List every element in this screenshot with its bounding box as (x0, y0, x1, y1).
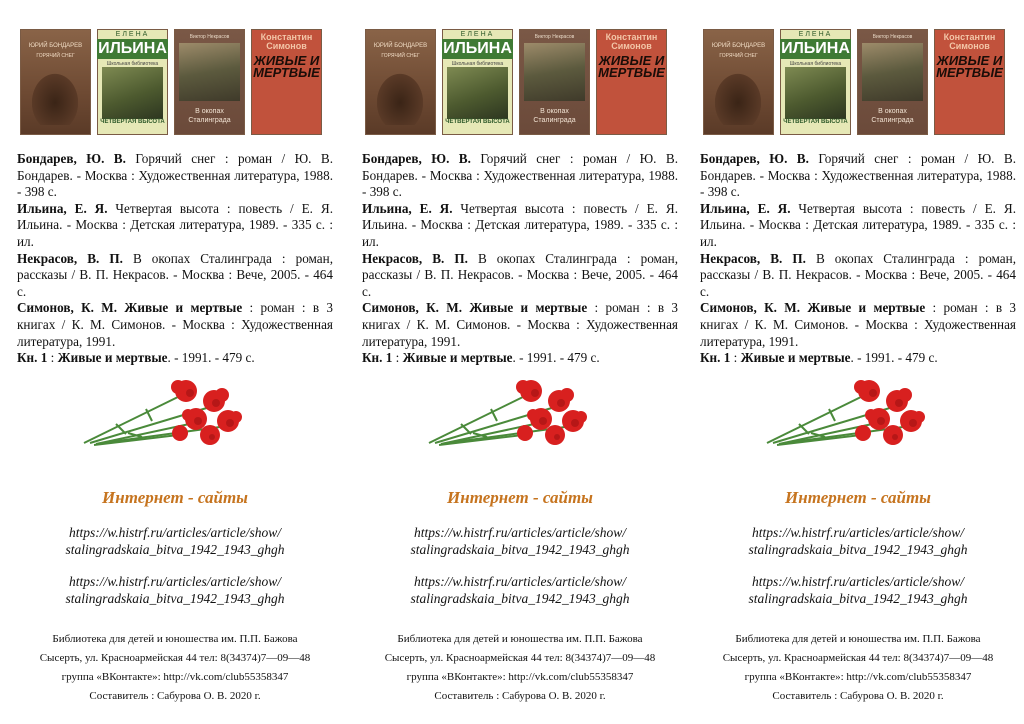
library-name: Библиотека для детей и юношества им. П.П. Бажова (397, 632, 643, 645)
bibliography-entry: Кн. 1 : Живые и мертвые. - 1991. - 479 с. (700, 350, 938, 366)
carnations-image (700, 377, 1016, 457)
book-cover-nekrasov: Виктор Некрасов В окопах Сталинграда (519, 29, 590, 135)
library-name: Библиотека для детей и юношества им. П.П. Бажова (52, 632, 298, 645)
bibliography-entry: Некрасов, В. П. В окопах Сталинграда : роман, рассказы / В. П. Некрасов. - Москва : Вече, 2005. - 464 с. (362, 250, 679, 299)
book-cover-ilina: ЕЛЕНА ИЛЬИНА Школьная библиотека ЧЕТВЕРТАЯ ВЫСОТА (442, 29, 513, 135)
website-link[interactable]: https://w.histrf.ru/articles/article/show/ stalingradskaia_bitva_1942_1943_ghgh (748, 573, 968, 606)
library-contacts (700, 630, 1016, 706)
bibliography-entry: Бондарев, Ю. В. Горячий снег : роман / Ю. В. Бондарев. - Москва : Художественная литература, 1988. - 398 с. (362, 151, 678, 200)
sites-heading: Интернет - сайты (785, 487, 931, 507)
bibliography-entry: Симонов, К. М. Живые и мертвые : роман : в 3 книгах / К. М. Симонов. - Москва : Художественная литература, 1991. (17, 300, 333, 349)
website-link[interactable]: https://w.histrf.ru/articles/article/show/ stalingradskaia_bitva_1942_1943_ghgh (748, 524, 968, 557)
bibliography-entry: Некрасов, В. П. В окопах Сталинграда : роман, рассказы / В. П. Некрасов. - Москва : Вече, 2005. - 464 с. (700, 250, 1017, 299)
website-link[interactable]: https://w.histrf.ru/articles/article/show/ stalingradskaia_bitva_1942_1943_ghgh (410, 573, 630, 606)
book-cover-simonov: Константин Симонов ЖИВЫЕ И МЕРТВЫЕ (251, 29, 322, 135)
vk-group: группа «ВКонтакте»: http://vk.com/club55358347 (744, 670, 972, 683)
library-address: Сысерть, ул. Красноармейская 44 тел: 8(34374)7—09—48 (722, 651, 994, 664)
bibliography-entry: Бондарев, Ю. В. Горячий снег : роман / Ю. В. Бондарев. - Москва : Художественная литература, 1988. - 398 с. (700, 151, 1016, 200)
book-covers (365, 29, 678, 135)
bibliography-entry: Симонов, К. М. Живые и мертвые : роман : в 3 книгах / К. М. Симонов. - Москва : Художественная литература, 1991. (700, 300, 1016, 349)
brochure-panel-2 (362, 29, 678, 706)
book-covers (20, 29, 333, 135)
compiler: Составитель : Сабурова О. В. 2020 г. (772, 689, 944, 702)
bibliography-entry: Ильина, Е. Я. Четвертая высота : повесть / Е. Я. Ильина. - Москва : Детская литература, 1989. - 335 с. : ил. (700, 200, 1016, 249)
vk-group: группа «ВКонтакте»: http://vk.com/club55358347 (61, 670, 289, 683)
library-contacts (17, 630, 333, 706)
sites-heading: Интернет - сайты (447, 487, 593, 507)
library-address: Сысерть, ул. Красноармейская 44 тел: 8(34374)7—09—48 (39, 651, 311, 664)
library-name: Библиотека для детей и юношества им. П.П. Бажова (735, 632, 981, 645)
bibliography-entry: Симонов, К. М. Живые и мертвые : роман : в 3 книгах / К. М. Симонов. - Москва : Художественная литература, 1991. (362, 300, 678, 349)
library-contacts (362, 630, 678, 706)
bibliography-entry: Ильина, Е. Я. Четвертая высота : повесть / Е. Я. Ильина. - Москва : Детская литература, 1989. - 335 с. : ил. (17, 200, 333, 249)
book-cover-bondarev: ЮРИЙ БОНДАРЕВ ГОРЯЧИЙ СНЕГ (20, 29, 91, 135)
compiler: Составитель : Сабурова О. В. 2020 г. (434, 689, 606, 702)
book-cover-simonov: Константин Симонов ЖИВЫЕ И МЕРТВЫЕ (934, 29, 1005, 135)
bibliography-entry: Кн. 1 : Живые и мертвые. - 1991. - 479 с. (17, 350, 255, 366)
bibliography-entry: Ильина, Е. Я. Четвертая высота : повесть / Е. Я. Ильина. - Москва : Детская литература, 1989. - 335 с. : ил. (362, 200, 678, 249)
vk-group: группа «ВКонтакте»: http://vk.com/club55358347 (406, 670, 634, 683)
book-cover-bondarev: ЮРИЙ БОНДАРЕВ ГОРЯЧИЙ СНЕГ (365, 29, 436, 135)
bibliography-entry: Бондарев, Ю. В. Горячий снег : роман / Ю. В. Бондарев. - Москва : Художественная литература, 1988. - 398 с. (17, 151, 333, 200)
brochure-panel-1 (17, 29, 333, 706)
carnations-image (17, 377, 333, 457)
book-cover-nekrasov: Виктор Некрасов В окопах Сталинграда (857, 29, 928, 135)
library-address: Сысерть, ул. Красноармейская 44 тел: 8(34374)7—09—48 (384, 651, 656, 664)
website-link[interactable]: https://w.histrf.ru/articles/article/show/ stalingradskaia_bitva_1942_1943_ghgh (410, 524, 630, 557)
website-link[interactable]: https://w.histrf.ru/articles/article/show/ stalingradskaia_bitva_1942_1943_ghgh (65, 573, 285, 606)
book-cover-nekrasov: Виктор Некрасов В окопах Сталинграда (174, 29, 245, 135)
bibliography-list (700, 151, 1016, 367)
bibliography-entry: Некрасов, В. П. В окопах Сталинграда : роман, рассказы / В. П. Некрасов. - Москва : Вече, 2005. - 464 с. (17, 250, 334, 299)
bibliography-entry: Кн. 1 : Живые и мертвые. - 1991. - 479 с. (362, 350, 600, 366)
brochure-panel-3 (700, 29, 1016, 706)
book-covers (703, 29, 1016, 135)
sites-heading: Интернет - сайты (102, 487, 248, 507)
bibliography-list (362, 151, 678, 367)
book-cover-ilina: ЕЛЕНА ИЛЬИНА Школьная библиотека ЧЕТВЕРТАЯ ВЫСОТА (97, 29, 168, 135)
book-cover-simonov: Константин Симонов ЖИВЫЕ И МЕРТВЫЕ (596, 29, 667, 135)
book-cover-ilina: ЕЛЕНА ИЛЬИНА Школьная библиотека ЧЕТВЕРТАЯ ВЫСОТА (780, 29, 851, 135)
book-cover-bondarev: ЮРИЙ БОНДАРЕВ ГОРЯЧИЙ СНЕГ (703, 29, 774, 135)
compiler: Составитель : Сабурова О. В. 2020 г. (89, 689, 261, 702)
carnations-image (362, 377, 678, 457)
bibliography-list (17, 151, 333, 367)
website-link[interactable]: https://w.histrf.ru/articles/article/show/ stalingradskaia_bitva_1942_1943_ghgh (65, 524, 285, 557)
